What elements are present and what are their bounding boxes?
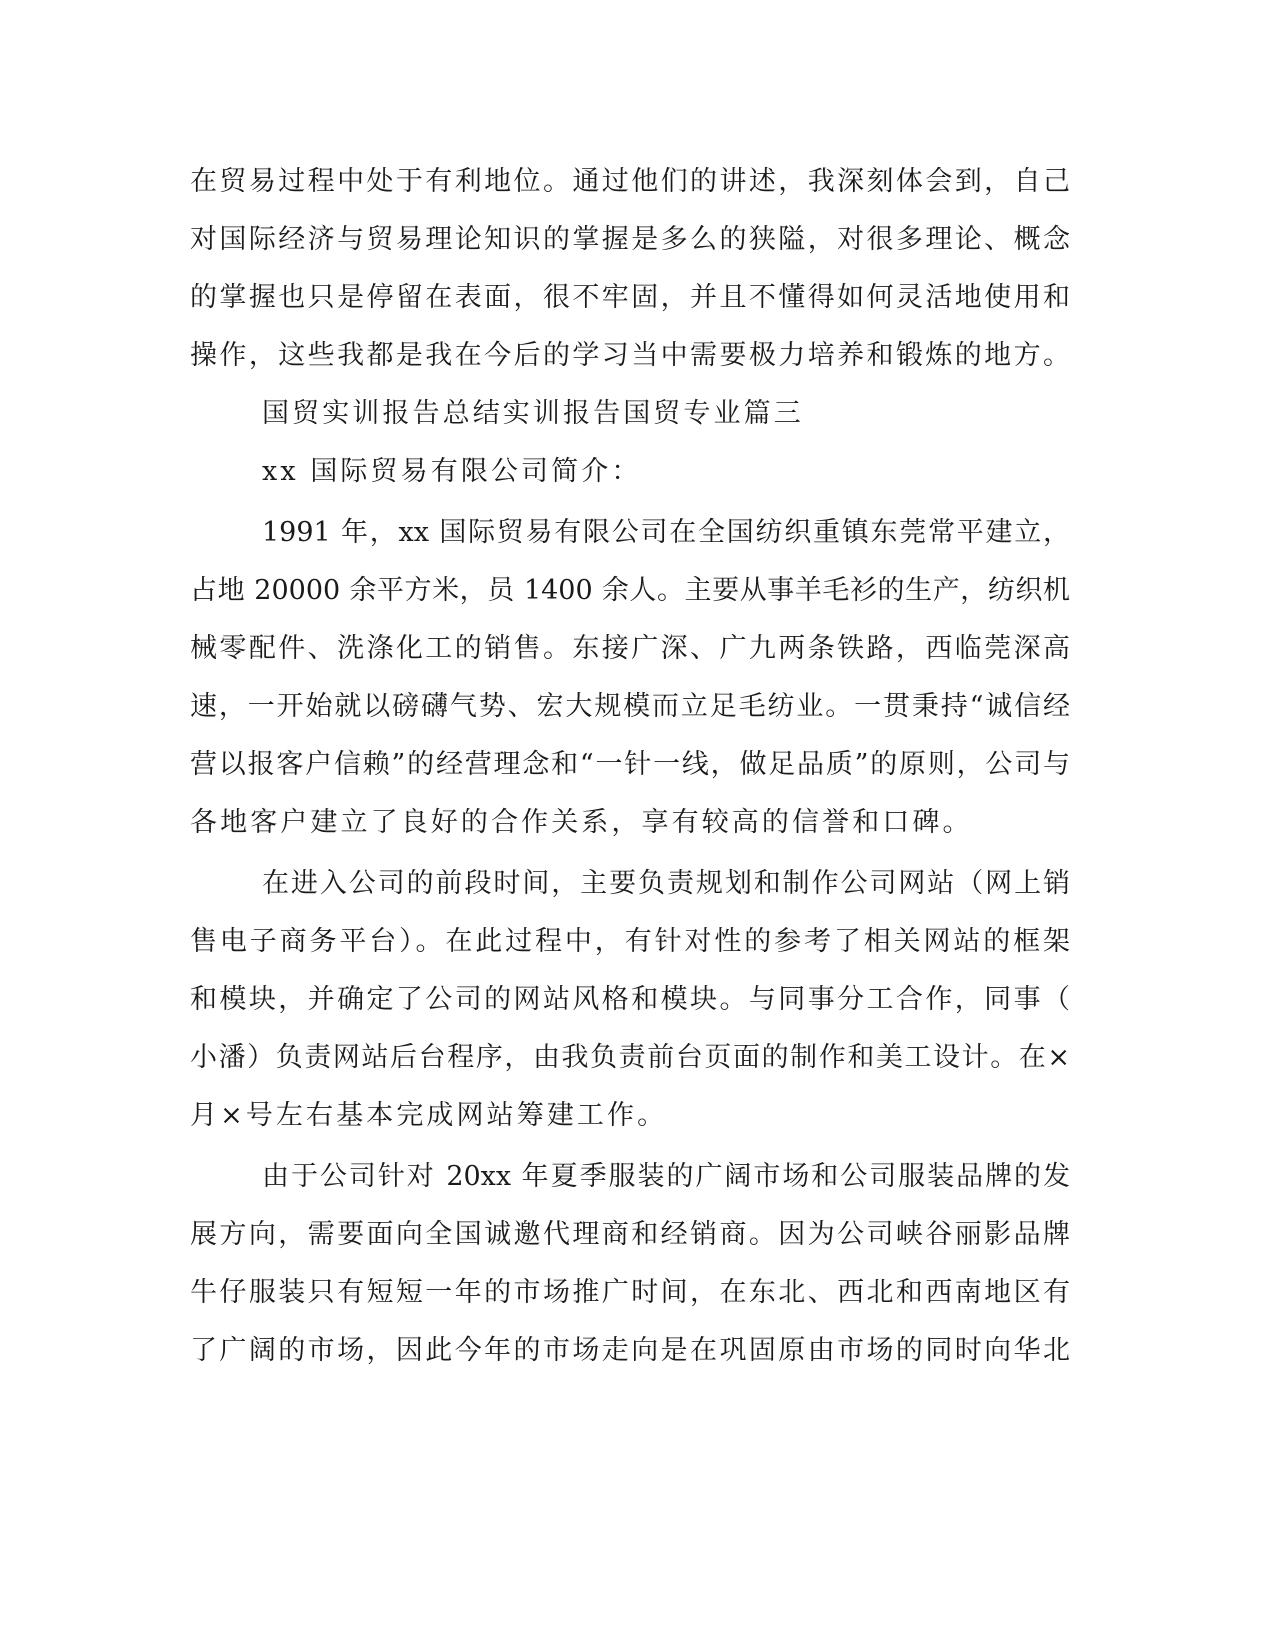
section-heading: 国贸实训报告总结实训报告国贸专业篇三	[262, 398, 804, 429]
text-line: 在进入公司的前段时间，主要负责规划和制作公司网站（网上销	[262, 868, 1070, 899]
text-line: 械零配件、洗涤化工的销售。东接广深、广九两条铁路，西临莞深高	[190, 633, 1070, 664]
text-line: 售电子商务平台）。在此过程中，有针对性的参考了相关网站的框架	[190, 926, 1070, 957]
text-line: 各地客户建立了良好的合作关系，享有较高的信誉和口碑。	[190, 807, 973, 838]
text-line: 展方向，需要面向全国诚邀代理商和经销商。因为公司峡谷丽影品牌	[190, 1219, 1070, 1250]
text-line: 速，一开始就以磅礴气势、宏大规模而立足毛纺业。一贯秉持“诚信经	[190, 691, 1070, 722]
text-line: 操作，这些我都是我在今后的学习当中需要极力培养和锻炼的地方。	[190, 340, 1070, 371]
text-line: 和模块，并确定了公司的网站风格和模块。与同事分工合作，同事（	[190, 984, 1070, 1015]
text-line: 牛仔服装只有短短一年的市场推广时间，在东北、西北和西南地区有	[190, 1277, 1070, 1308]
text-line: 占地 20000 余平方米，员 1400 余人。主要从事羊毛衫的生产，纺织机	[190, 575, 1070, 606]
text-line: 小潘）负责网站后台程序，由我负责前台页面的制作和美工设计。在×	[190, 1042, 1070, 1073]
text-line: 1991 年，xx 国际贸易有限公司在全国纺织重镇东莞常平建立，	[262, 517, 1070, 548]
text-line: 在贸易过程中处于有利地位。通过他们的讲述，我深刻体会到，自己	[190, 166, 1070, 197]
text-line: 月×号左右基本完成网站筹建工作。	[190, 1100, 668, 1131]
company-intro-heading: xx 国际贸易有限公司简介：	[262, 456, 642, 487]
text-line: 对国际经济与贸易理论知识的掌握是多么的狭隘，对很多理论、概念	[190, 224, 1070, 255]
text-line: 了广阔的市场，因此今年的市场走向是在巩固原由市场的同时向华北	[190, 1335, 1070, 1366]
text-line: 的掌握也只是停留在表面，很不牢固，并且不懂得如何灵活地使用和	[190, 282, 1070, 313]
text-line: 营以报客户信赖”的经营理念和“一针一线，做足品质”的原则，公司与	[190, 749, 1070, 780]
text-line: 由于公司针对 20xx 年夏季服装的广阔市场和公司服装品牌的发	[262, 1161, 1070, 1192]
